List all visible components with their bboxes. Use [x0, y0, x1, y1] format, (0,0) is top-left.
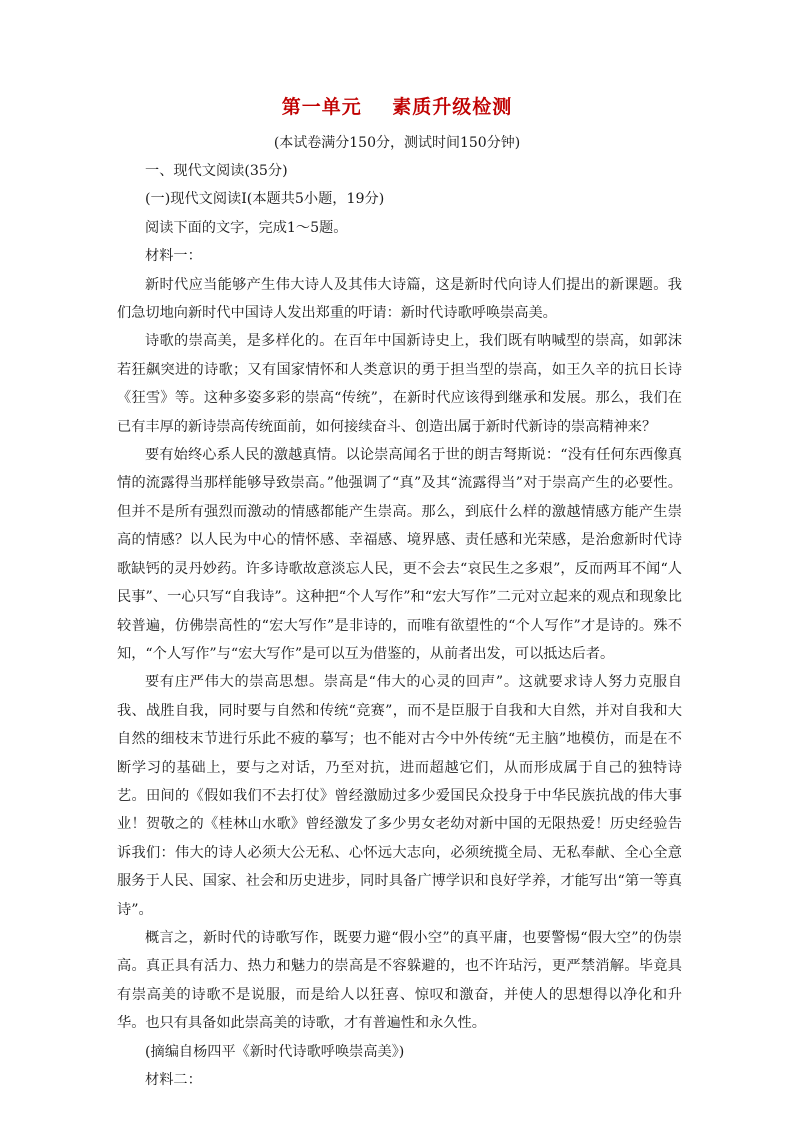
document-body [117, 157, 682, 1094]
page-title: 第一单元 素质升级检测 [281, 96, 513, 118]
paragraph: 概言之，新时代的诗歌写作，既要力避“假小空”的真平庸，也要警惕“假大空”的伪崇高。真正具有活力、热力和魅力的崇高是不容躲避的，也不许玷污，更严禁消解。毕竟具有崇高美的诗歌不是说服，而是给人以狂喜、惊叹和激奋，并使人的思想得以净化和升华。也只有具备如此崇高美的诗歌，才有普遍性和永久性。 [117, 929, 682, 1032]
paragraph: 新时代应当能够产生伟大诗人及其伟大诗篇，这是新时代向诗人们提出的新课题。我们急切地向新时代中国诗人发出郑重的吁请：新时代诗歌呼唤崇高美。 [117, 276, 682, 322]
material-label: 材料二： [145, 1072, 202, 1088]
section-heading: 一、现代文阅读(35分) [145, 163, 288, 179]
paragraph: 要有始终心系人民的激越真情。以论崇高闻名于世的朗吉弩斯说：“没有任何东西像真情的流露得当那样能够导致崇高。”他强调了“真”及其“流露得当”对于崇高产生的必要性。但并不是所有强烈而激动的情感都能产生崇高。那么，到底什么样的激越情感方能产生崇高的情感？以人民为中心的情怀感、幸福感、境界感、责任感和光荣感，是治愈新时代诗歌缺钙的灵丹妙药。许多诗歌故意淡忘人民，更不会去“哀民生之多艰”，反而两耳不闻“人民事”、一心只写“自我诗”。这种把“个人写作”和“宏大写作”二元对立起来的观点和现象比较普遍，仿佛崇高性的“宏大写作”是非诗的，而唯有欲望性的“个人写作”才是诗的。殊不知，“个人写作”与“宏大写作”是可以互为借鉴的，从前者出发，可以抵达后者。 [117, 447, 682, 662]
exam-info: (本试卷满分150分，测试时间150分钟) [273, 135, 521, 151]
paragraph: 诗歌的崇高美，是多样化的。在百年中国新诗史上，我们既有呐喊型的崇高，如郭沫若狂飙突进的诗歌；又有国家情怀和人类意识的勇于担当型的崇高，如王久辛的抗日长诗《狂雪》等。这种多姿多彩的崇高“传统”，在新时代应该得到继承和发展。那么，我们在已有丰厚的新诗崇高传统面前，如何接续奋斗、创造出属于新时代新诗的崇高精神来？ [117, 333, 682, 435]
material-label: 材料一： [145, 248, 202, 265]
paragraph: 要有庄严伟大的崇高思想。崇高是“伟大的心灵的回声”。这就要求诗人努力克服自我、战胜自我，同时要与自然和传统“竞赛”，而不是臣服于自我和大自然，并对自我和大自然的细枝末节进行乐此不疲的摹写；也不能对古今中外传统“无主脑”地模仿，而是在不断学习的基础上，要与之对话，乃至对抗，进而超越它们，从而形成属于自己的独特诗艺。田间的《假如我们不去打仗》曾经激励过多少爱国民众投身于中华民族抗战的伟大事业！贺敬之的《桂林山水歌》曾经激发了多少男女老幼对新中国的无限热爱！历史经验告诉我们：伟大的诗人必须大公无私、心怀远大志向，必须统揽全局、无私奉献、全心全意服务于人民、国家、社会和历史进步，同时具备广博学识和良好学养，才能写出“第一等真诗”。 [117, 674, 682, 918]
source-citation: (摘编自杨四平《新时代诗歌呼唤崇高美》) [145, 1043, 405, 1060]
instruction: 阅读下面的文字，完成1～5题。 [145, 219, 348, 236]
sub-heading: (一)现代文阅读Ⅰ(本题共5小题，19分) [145, 191, 385, 208]
